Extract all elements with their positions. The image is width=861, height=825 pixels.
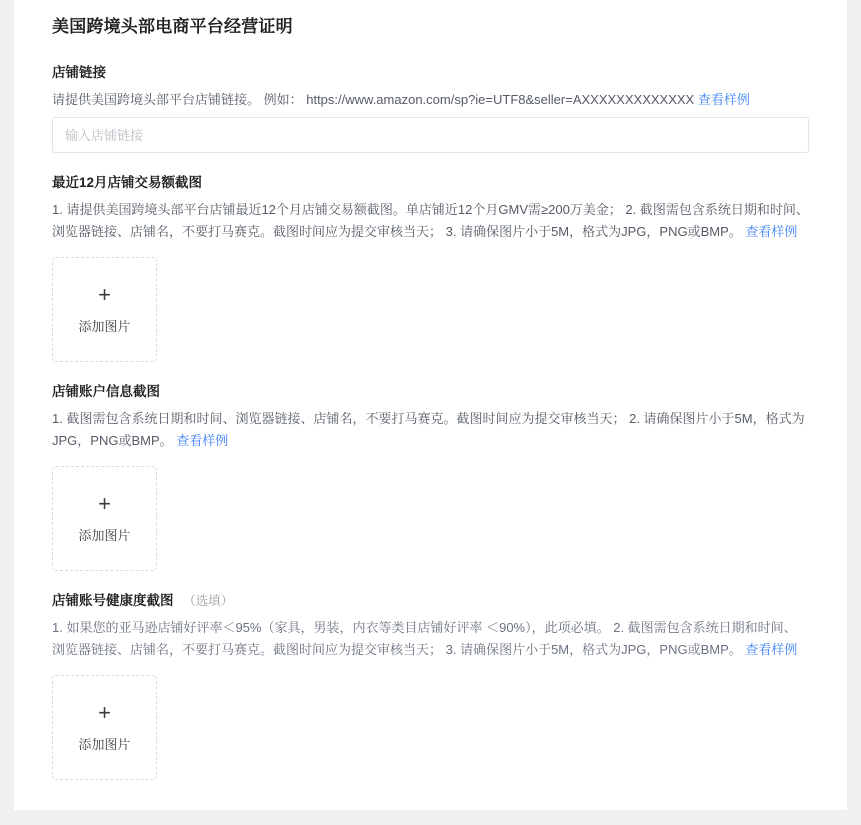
image-upload-box-account-info[interactable] xyxy=(52,466,157,571)
field-label-account-info xyxy=(52,380,809,400)
field-description-text: 1. 如果您的亚马逊店铺好评率＜95%（家具，男装，内衣等类目店铺好评率 ＜90%），此项必填。 2. 截图需包含系统日期和时间、浏览器链接、店铺名，不要打马赛克。截图时间应为提交审核当天； 3. 请确保图片小于5M，格式为JPG，PNG或BMP。 xyxy=(52,620,797,657)
field-description-account-health xyxy=(52,617,809,661)
field-label-text: 店铺账号健康度截图 xyxy=(52,593,174,608)
upload-label: 添加图片 xyxy=(78,319,131,334)
field-label-gmv-screenshot xyxy=(52,171,809,191)
field-description-account-info xyxy=(52,408,809,452)
form-card xyxy=(14,0,847,810)
field-label-text: 店铺账户信息截图 xyxy=(52,384,160,399)
upload-label: 添加图片 xyxy=(78,528,131,543)
image-upload-box-gmv[interactable] xyxy=(52,257,157,362)
field-description-text: 请提供美国跨境头部平台店铺链接。 例如： https://www.amazon.com/sp?ie=UTF8&seller=AXXXXXXXXXXXXX xyxy=(52,92,695,107)
image-upload-box-account-health[interactable] xyxy=(52,675,157,780)
field-shop-link xyxy=(52,43,809,153)
field-label-shop-link xyxy=(52,61,809,81)
plus-icon: + xyxy=(98,700,111,725)
plus-icon: + xyxy=(98,282,111,307)
field-account-info-screenshot xyxy=(52,362,809,571)
field-label-text: 店铺链接 xyxy=(52,65,106,80)
view-sample-link-account-health[interactable]: 查看样例 xyxy=(745,642,798,657)
field-description-text: 1. 截图需包含系统日期和时间、浏览器链接、店铺名，不要打马赛克。截图时间应为提交审核当天； 2. 请确保图片小于5M，格式为JPG，PNG或BMP。 xyxy=(52,411,805,448)
field-description-gmv-screenshot xyxy=(52,199,809,243)
upload-label: 添加图片 xyxy=(78,737,131,752)
field-description-text: 1. 请提供美国跨境头部平台店铺最近12个月店铺交易额截图。单店铺近12个月GMV需≥200万美金； 2. 截图需包含系统日期和时间、浏览器链接、店铺名，不要打马赛克。截图时间应为提交审核当天； 3. 请确保图片小于5M，格式为JPG，PNG或BMP。 xyxy=(52,202,809,239)
field-description-shop-link xyxy=(52,89,809,111)
view-sample-link-shop-link[interactable]: 查看样例 xyxy=(697,92,750,107)
optional-tag: （选填） xyxy=(183,594,234,608)
field-label-account-health xyxy=(52,589,809,609)
shop-link-input[interactable] xyxy=(52,117,809,153)
field-label-text: 最近12月店铺交易额截图 xyxy=(52,175,203,190)
plus-icon: + xyxy=(98,491,111,516)
field-gmv-screenshot xyxy=(52,153,809,362)
view-sample-link-gmv-screenshot[interactable]: 查看样例 xyxy=(745,224,798,239)
field-account-health-screenshot xyxy=(52,571,809,780)
page-title: 美国跨境头部电商平台经营证明 xyxy=(52,17,293,36)
view-sample-link-account-info[interactable]: 查看样例 xyxy=(176,433,229,448)
